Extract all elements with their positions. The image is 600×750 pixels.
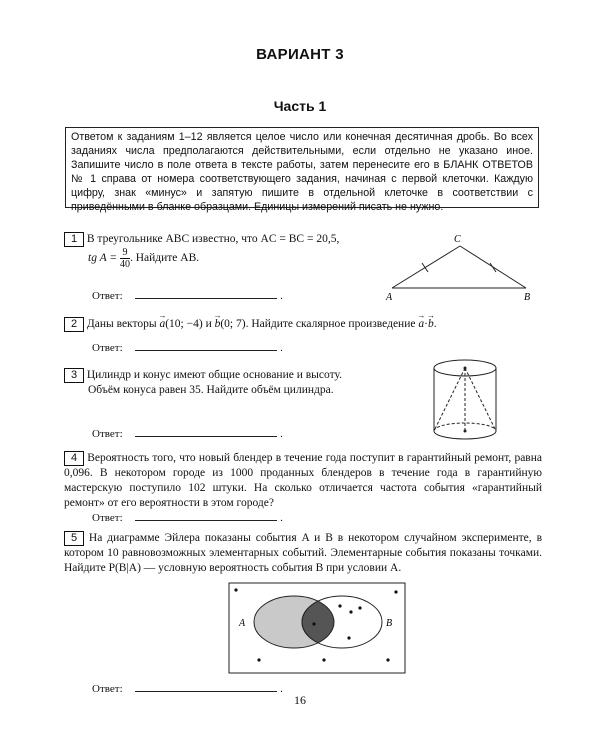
task-2	[64, 317, 544, 332]
task-5-text: На диаграмме Эйлера показаны события A и B в некотором случайном эксперименте, в котором 10 равновозможных элементарных событий. Элементарные события показаны точками. Найдите P(B|A) — условную вероятность события B при условии A.	[64, 532, 542, 574]
answer-label: Ответ:	[92, 290, 123, 302]
dot-symbol: ·	[424, 318, 428, 330]
fraction	[120, 247, 130, 270]
vertex-label-c: C	[454, 234, 461, 245]
task-2-and: и	[202, 318, 215, 330]
triangle-figure	[380, 232, 540, 304]
vector-a-product: → a	[418, 317, 424, 332]
answer-row-4	[92, 510, 283, 524]
answer-field-3[interactable]	[135, 426, 277, 437]
task-2-find: . Найдите скалярное произведение	[245, 318, 419, 330]
euler-diagram	[228, 582, 406, 674]
task-number: 2	[64, 317, 84, 332]
vector-a: → a	[159, 317, 165, 332]
elementary-event-dot	[338, 604, 341, 607]
fraction-numerator: 9	[120, 247, 130, 259]
task-1-line1: В треугольнике ABC известно, что AC = BC = 20,5,	[86, 233, 340, 245]
task-4-text: Вероятность того, что новый блендер в течение года поступит в гарантийный ремонт, равна 0,096. В некотором городе из 1000 проданных блендеров в течение года в гарантийную мастерскую поступило 102 штуки. На сколько отличается частота события «гарантийный ремонт» от его вероятности в этом городе?	[64, 452, 542, 509]
answer-row-2	[92, 340, 283, 354]
answer-field-2[interactable]	[135, 340, 277, 351]
elementary-event-dot	[312, 622, 315, 625]
task-number: 4	[64, 451, 84, 466]
elementary-event-dot	[386, 658, 389, 661]
task-3-line2: Объём конуса равен 35. Найдите объём цилиндра.	[88, 384, 334, 396]
task-4	[64, 451, 542, 511]
fraction-denominator: 40	[119, 259, 130, 270]
elementary-event-dot	[322, 658, 325, 661]
vector-b-product: → b	[428, 317, 434, 332]
elementary-event-dot	[358, 606, 361, 609]
answer-dot: .	[280, 428, 283, 440]
vertex-label-a: A	[386, 292, 393, 303]
vector-a-coords: (10; −4)	[165, 318, 203, 330]
tg-expression: tg A =	[88, 252, 120, 265]
event-b-label: B	[386, 618, 393, 629]
answer-label: Ответ:	[92, 512, 123, 524]
answer-dot: .	[280, 290, 283, 302]
answer-label: Ответ:	[92, 342, 123, 354]
task-2-text-a: Даны векторы	[86, 318, 160, 330]
answer-label: Ответ:	[92, 683, 123, 695]
task-3	[64, 368, 384, 383]
elementary-event-dot	[257, 658, 260, 661]
part-title: Часть 1	[273, 98, 327, 114]
page-number: 16	[294, 693, 306, 707]
task-2-end: .	[433, 318, 437, 330]
elementary-event-dot	[349, 610, 352, 613]
elementary-event-dot	[394, 590, 397, 593]
task-1	[64, 232, 364, 247]
task-number: 5	[64, 531, 84, 546]
instructions-box: Ответом к заданиям 1–12 является целое число или конечная десятичная дробь. Во всех заданиях числа предполагаются действительными, если отдельно не указано иное. Запишите число в поле ответа в тексте работы, затем перенесите его в БЛАНК ОТВЕТОВ № 1 справа от номера соответствующего задания, начиная с первой клеточки. Каждую цифру, знак «минус» и запятую пишите в отдельной клеточке в соответствии с приведёнными в бланке образцами. Единицы измерений писать не нужно.	[65, 127, 539, 208]
task-1-line2	[88, 247, 348, 270]
answer-row-3	[92, 426, 283, 440]
answer-dot: .	[280, 342, 283, 354]
vector-b-coords: (0; 7)	[220, 318, 246, 330]
answer-label: Ответ:	[92, 428, 123, 440]
cylinder-cone-figure	[425, 355, 505, 447]
answer-dot: .	[280, 683, 283, 695]
answer-dot: .	[280, 512, 283, 524]
answer-field-5[interactable]	[135, 681, 277, 692]
elementary-event-dot	[347, 636, 350, 639]
vertex-label-b: B	[524, 292, 531, 303]
answer-row-1	[92, 288, 283, 302]
task-3-line1: Цилиндр и конус имеют общие основание и высоту.	[86, 369, 342, 381]
task-5	[64, 531, 542, 576]
task-1-question: . Найдите AB.	[129, 252, 200, 265]
task-number: 3	[64, 368, 84, 383]
task-number: 1	[64, 232, 84, 247]
variant-title: ВАРИАНТ 3	[256, 46, 344, 63]
elementary-event-dot	[234, 588, 237, 591]
event-a-label: A	[239, 618, 246, 629]
answer-field-1[interactable]	[135, 288, 277, 299]
vector-b: → b	[215, 317, 221, 332]
answer-field-4[interactable]	[135, 510, 277, 521]
